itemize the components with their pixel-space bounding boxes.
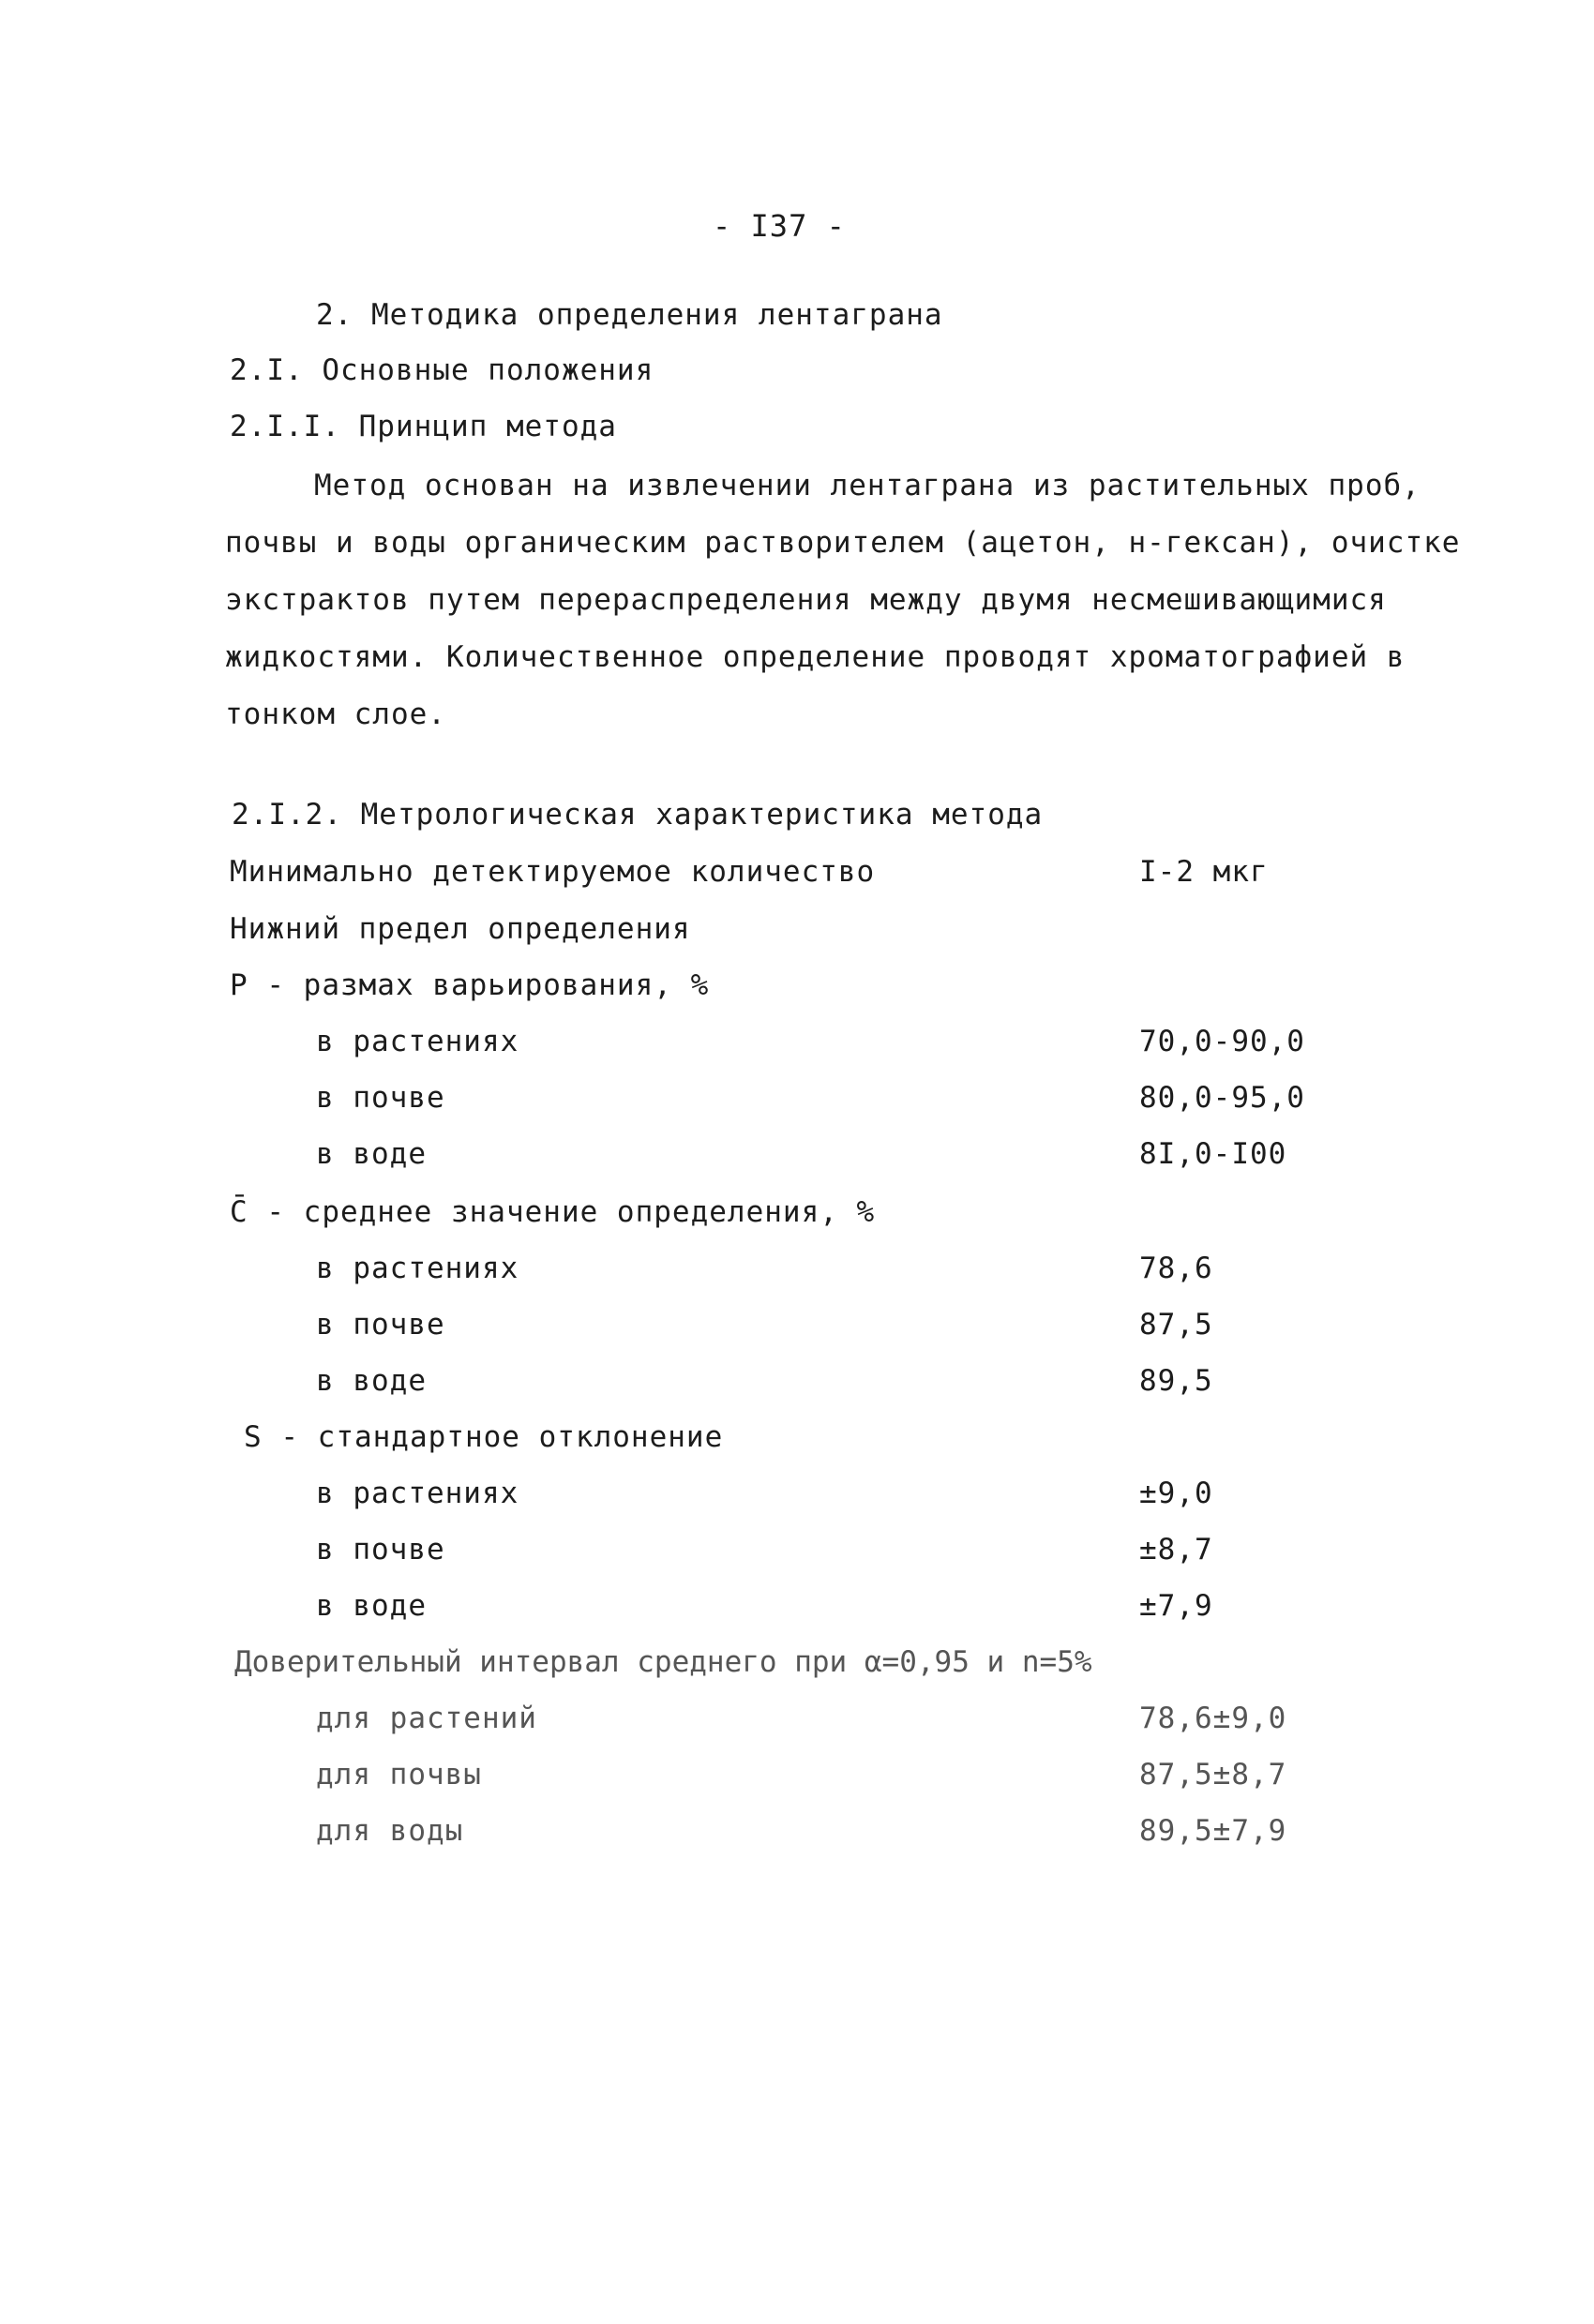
paragraph-line: экстрактов путем перераспределения между двумя несмешивающимися (225, 583, 1387, 617)
metric-value: ±9,0 (1139, 1477, 1213, 1510)
metric-label: C̄ - среднее значение определения, % (230, 1195, 876, 1229)
metric-value: I-2 мкг (1139, 855, 1269, 889)
metric-value: 70,0-90,0 (1139, 1025, 1305, 1058)
metric-item-label: для почвы (316, 1758, 482, 1792)
section-title: 2. Методика определения лентаграна (316, 298, 943, 332)
metric-item-label: в почве (316, 1533, 445, 1567)
metric-value: 89,5±7,9 (1139, 1814, 1287, 1848)
page-number: - I37 - (713, 208, 846, 244)
metric-value: 89,5 (1139, 1364, 1213, 1398)
metric-value: ±8,7 (1139, 1533, 1213, 1567)
metric-label: Минимально детектируемое количество (230, 855, 876, 889)
paragraph-line: тонком слое. (225, 697, 446, 731)
subsection-heading: 2.I.I. Принцип метода (230, 410, 617, 443)
metric-value: 87,5 (1139, 1308, 1213, 1342)
subsection-heading: 2.I. Основные положения (230, 353, 654, 387)
metric-value: 87,5±8,7 (1139, 1758, 1287, 1792)
metric-item-label: в растениях (316, 1025, 519, 1058)
metric-item-label: в почве (316, 1308, 445, 1342)
metric-value: ±7,9 (1139, 1589, 1213, 1623)
metric-label: Доверительный интервал среднего при α=0,95 и n=5% (234, 1645, 1092, 1679)
metric-item-label: в растениях (316, 1477, 519, 1510)
metric-value: 8I,0-I00 (1139, 1137, 1287, 1171)
metric-item-label: в почве (316, 1081, 445, 1115)
metric-value: 78,6±9,0 (1139, 1702, 1287, 1735)
subsection-heading: 2.I.2. Метрологическая характеристика метода (232, 798, 1044, 832)
metric-item-label: в воде (316, 1589, 427, 1623)
metric-item-label: в воде (316, 1137, 427, 1171)
metric-label: S - стандартное отклонение (244, 1420, 724, 1454)
metric-label: Р - размах варьирования, % (230, 968, 710, 1002)
metric-label: Нижний предел определения (230, 912, 691, 946)
paragraph-line: Метод основан на извлечении лентаграна из растительных проб, (314, 469, 1421, 502)
metric-item-label: в растениях (316, 1252, 519, 1285)
metric-item-label: для растений (316, 1702, 537, 1735)
metric-item-label: для воды (316, 1814, 464, 1848)
metric-value: 80,0-95,0 (1139, 1081, 1305, 1115)
metric-value: 78,6 (1139, 1252, 1213, 1285)
metric-item-label: в воде (316, 1364, 427, 1398)
paragraph-line: почвы и воды органическим растворителем (ацетон, н-гексан), очистке (225, 526, 1461, 560)
paragraph-line: жидкостями. Количественное определение проводят хроматографией в (225, 640, 1406, 674)
